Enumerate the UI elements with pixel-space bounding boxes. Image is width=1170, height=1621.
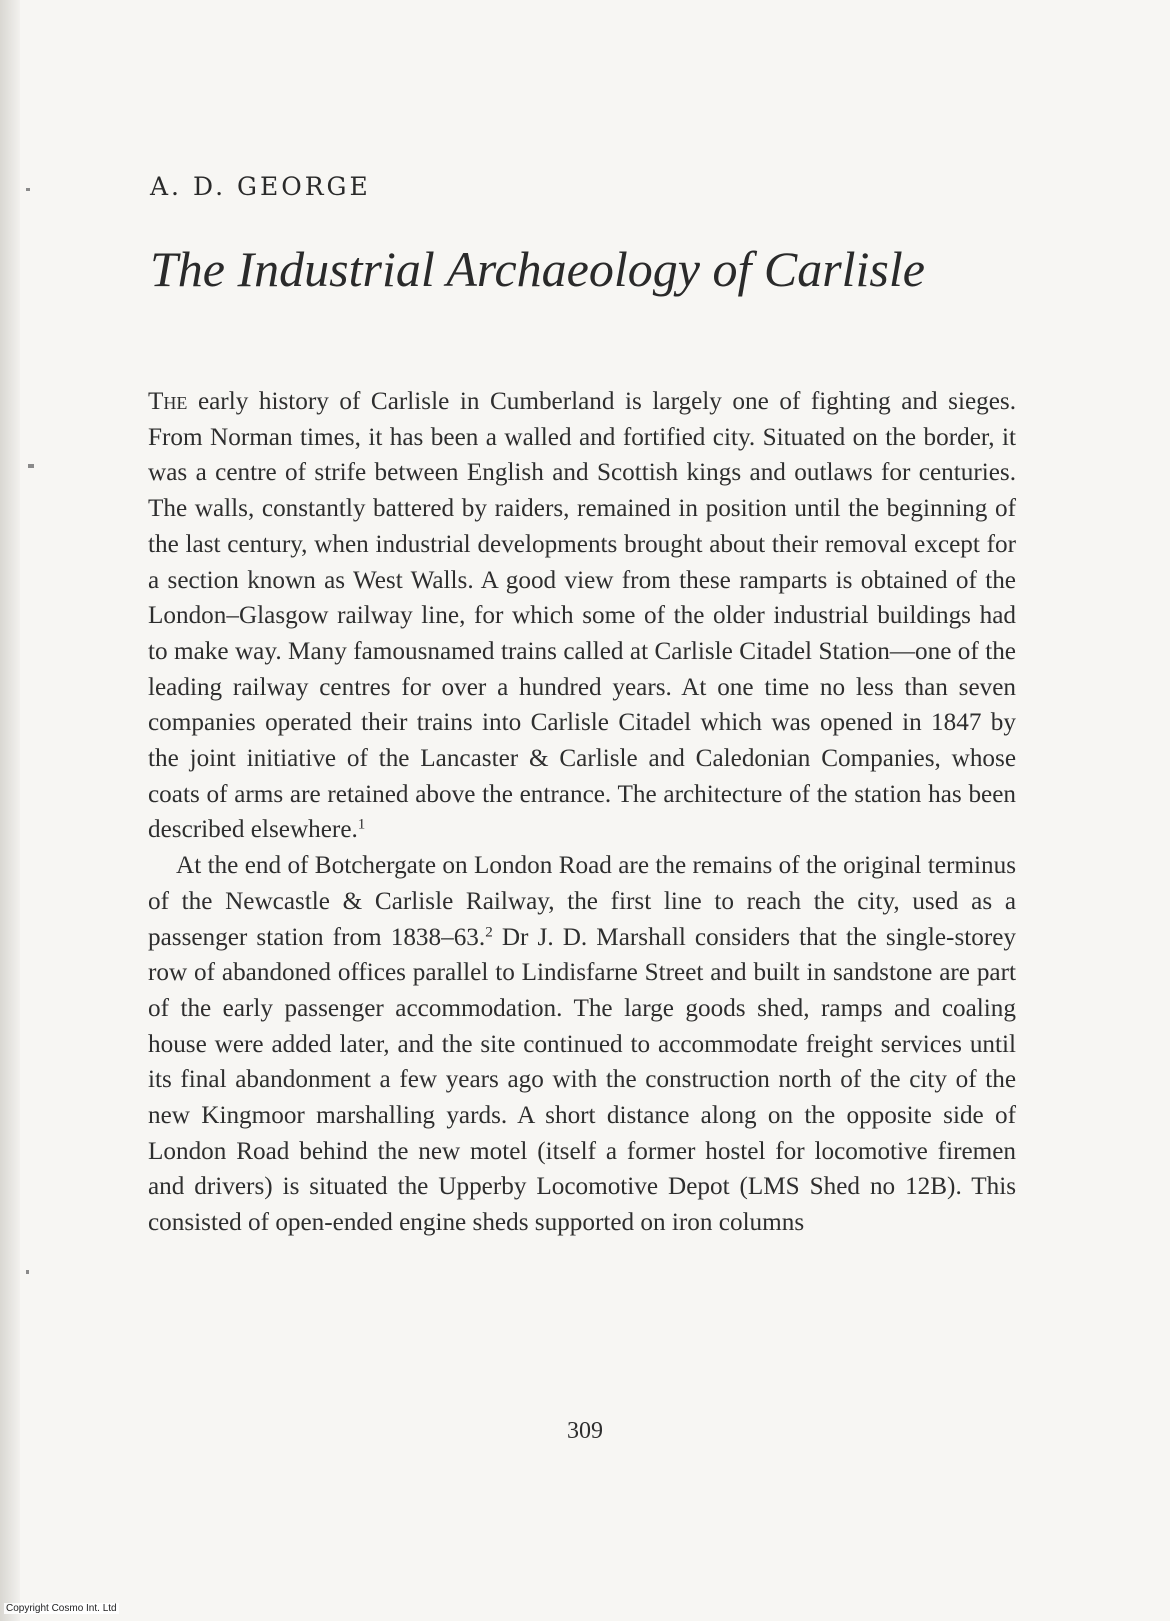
paragraph-1-text: early history of Carlisle in Cumberland is largely one of fighting and sieges. From Norman times, it has been a walled and fortified city. Situated on the border, it was a centre of strife between English and Scottish kings and outlaws for centuries. The walls, constantly battered by raiders, remained in position until the beginning of the last century, when industrial developments brought about their removal except for a section known as West Walls. A good view from these ramparts is obtained of the London–Glasgow railway line, for which some of the older industrial buildings had to make way. Many famousnamed trains called at Carlisle Citadel Station—one of the leading railway centres for over a hundred years. At one time no less than seven companies operated their trains into Carlisle Citadel which was opened in 1847 by the joint initiative of the Lancaster & Carlisle and Caledonian Companies, whose coats of arms are retained above the entrance. The architecture of the station has been described elsewhere. — [148, 388, 1016, 844]
paragraph-2-text-a: At the end of Botchergate on London Road are the remains of the original terminus of the Newcastle & Carlisle Railway, the first line to reach the city, used as a passenger station from 1838–63. — [148, 852, 1016, 951]
paragraph-2-text-b: Dr J. D. Marshall considers that the single-storey row of abandoned offices parallel to Lindisfarne Street and built in sandstone are part of the early passenger accommodation. The large goods shed, ramps and coaling house were added later, and the site continued to accommodate freight services until its final abandonment a few years ago with the construction north of the city of the new Kingmoor marshalling yards. A short distance along on the opposite side of London Road behind the new motel (itself a former hostel for locomotive firemen and drivers) is situated the Upperby Locomotive Depot ( — [148, 923, 1016, 1201]
copyright-watermark: Copyright Cosmo Int. Ltd — [6, 1603, 117, 1614]
paragraph-2 — [148, 848, 1016, 1241]
lms-abbreviation: LMS — [747, 1173, 800, 1201]
footnote-marker-2: 2 — [485, 924, 493, 941]
paragraph-1 — [148, 384, 1016, 848]
opening-word: The — [148, 388, 188, 415]
article-body — [148, 384, 1016, 1241]
author-name: A. D. GEORGE — [150, 172, 371, 201]
page-gutter-shadow — [0, 0, 20, 1621]
page-number: 309 — [567, 1418, 603, 1444]
edge-mark — [26, 188, 30, 191]
paragraph-2-text-c: Shed no 12B). This consisted of open-ended engine sheds supported on iron columns — [148, 1173, 1016, 1237]
edge-mark — [26, 1270, 29, 1274]
article-title: The Industrial Archaeology of Carlisle — [150, 241, 925, 297]
footnote-marker-1: 1 — [357, 817, 366, 834]
edge-mark — [28, 464, 34, 468]
